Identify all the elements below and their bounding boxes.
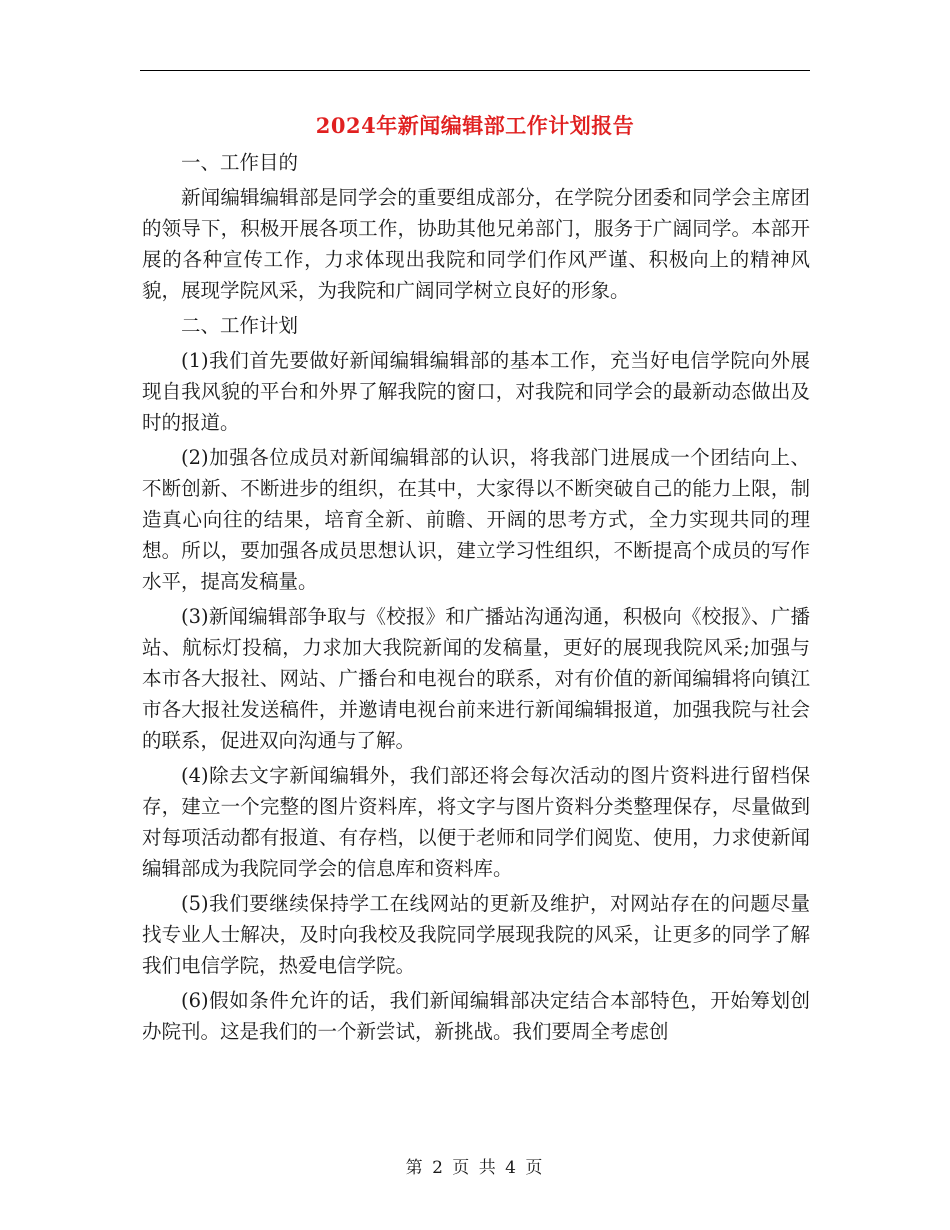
page-footer: 第 2 页 共 4 页 bbox=[405, 1158, 545, 1178]
paragraph-plan-3: (3)新闻编辑部争取与《校报》和广播站沟通沟通，积极向《校报》、广播站、航标灯投稿，力求加大我院新闻的发稿量，更好的展现我院风采;加强与本市各大报社、网站、广播台和电视台的联系，对有价值的新闻编辑将向镇江市各大报社发送稿件，并邀请电视台前来进行新闻编辑报道，加强我院与社会的联系，促进双向沟通与了解。 bbox=[142, 605, 810, 752]
document-title: 2024年新闻编辑部工作计划报告 bbox=[315, 113, 635, 138]
paragraph-plan-5: (5)我们要继续保持学工在线网站的更新及维护，对网站存在的问题尽量找专业人士解决，及时向我校及我院同学展现我院的风采，让更多的同学了解我们电信学院，热爱电信学院。 bbox=[142, 892, 810, 977]
section-heading-purpose: 一、工作目的 bbox=[181, 151, 299, 174]
paragraph-plan-4: (4)除去文字新闻编辑外，我们部还将会每次活动的图片资料进行留档保存，建立一个完整的图片资料库，将文字与图片资料分类整理保存，尽量做到对每项活动都有报道、有存档，以便于老师和同学们阅览、使用，力求使新闻编辑部成为我院同学会的信息库和资料库。 bbox=[142, 764, 810, 880]
paragraph-purpose: 新闻编辑编辑部是同学会的重要组成部分，在学院分团委和同学会主席团的领导下，积极开展各项工作，协助其他兄弟部门，服务于广阔同学。本部开展的各种宣传工作，力求体现出我院和同学们作风严谨、积极向上的精神风貌，展现学院风采，为我院和广阔同学树立良好的形象。 bbox=[142, 186, 810, 302]
paragraph-plan-1: (1)我们首先要做好新闻编辑编辑部的基本工作，充当好电信学院向外展现自我风貌的平台和外界了解我院的窗口，对我院和同学会的最新动态做出及时的报道。 bbox=[142, 349, 810, 434]
header-rule bbox=[140, 70, 810, 71]
paragraph-plan-6: (6)假如条件允许的话，我们新闻编辑部决定结合本部特色，开始筹划创办院刊。这是我们的一个新尝试，新挑战。我们要周全考虑创 bbox=[142, 989, 810, 1043]
section-heading-plan: 二、工作计划 bbox=[181, 314, 299, 337]
paragraph-plan-2: (2)加强各位成员对新闻编辑部的认识，将我部门进展成一个团结向上、不断创新、不断进步的组织，在其中，大家得以不断突破自己的能力上限，制造真心向往的结果，培育全新、前瞻、开阔的思考方式，全力实现共同的理想。所以，要加强各成员思想认识，建立学习性组织，不断提高个成员的写作水平，提高发稿量。 bbox=[142, 446, 810, 593]
document-body bbox=[142, 147, 810, 1051]
